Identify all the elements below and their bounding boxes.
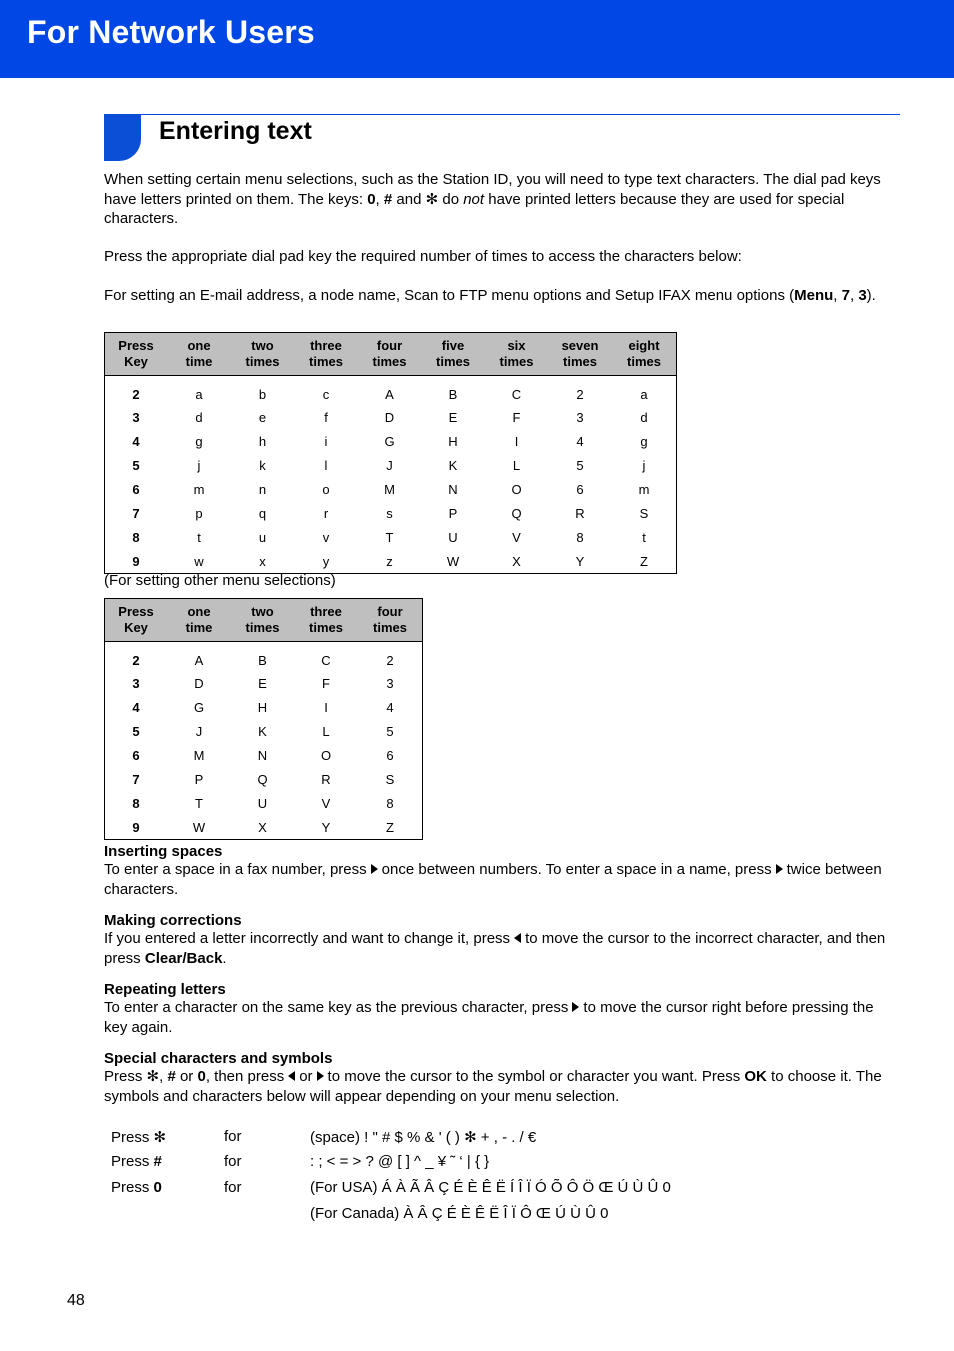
character-cell: L	[512, 457, 521, 473]
character-cell: Y	[575, 553, 585, 569]
character-cell: W	[446, 553, 460, 569]
table-row	[105, 429, 677, 453]
character-cell: q	[258, 505, 267, 521]
character-cell: Y	[321, 819, 331, 835]
key-cell: 3	[132, 675, 140, 691]
character-cell: x	[259, 553, 266, 569]
character-cell: Z	[640, 553, 648, 569]
character-cell: B	[258, 653, 267, 668]
character-cell: J	[386, 457, 393, 473]
character-cell: M	[384, 481, 395, 497]
character-cell: j	[197, 457, 201, 473]
character-cell: Q	[511, 505, 522, 521]
table-row	[105, 767, 423, 791]
character-cell: h	[258, 433, 267, 449]
key-cell: 8	[132, 529, 140, 545]
character-cell: A	[194, 653, 204, 668]
character-cell: S	[639, 505, 649, 521]
key-cell: 7	[132, 505, 140, 521]
column-header: three times	[294, 333, 358, 376]
table-row	[105, 453, 677, 477]
character-cell: 8	[576, 529, 584, 545]
character-cell: z	[386, 553, 393, 569]
character-cell: D	[194, 675, 204, 691]
character-cell: I	[514, 433, 519, 449]
character-cell: G	[384, 433, 395, 449]
column-header: seven times	[548, 333, 612, 376]
character-cell: P	[194, 771, 204, 787]
symbol-characters: (For Canada) À Â Ç É È Ê Ë Î Ï Ô Œ Ú Ù Û 0	[310, 1205, 609, 1222]
key-cell: 3	[132, 409, 140, 425]
character-cell: a	[195, 387, 203, 402]
table-row	[105, 695, 423, 719]
column-header: Press Key	[105, 333, 168, 376]
key-cell: 5	[132, 723, 140, 739]
character-cell: C	[511, 387, 522, 402]
character-cell: d	[640, 409, 648, 425]
character-cell: m	[193, 481, 205, 497]
character-cell: A	[385, 387, 394, 402]
character-cell: U	[257, 795, 268, 811]
page-number: 48	[67, 1292, 85, 1309]
section-title: Entering text	[159, 117, 312, 145]
making-corrections-heading: Making corrections	[104, 912, 242, 929]
menu-character-table	[104, 598, 423, 840]
table-row	[105, 405, 677, 429]
repeating-letters-text: To enter a character on the same key as the previous character, press to move the cursor right before pressing the key again.	[104, 999, 874, 1036]
character-cell: W	[192, 819, 206, 835]
right-arrow-icon	[317, 1071, 324, 1081]
star-key-icon: ✻	[425, 190, 439, 208]
key-cell: 2	[132, 653, 140, 668]
table-row	[105, 549, 677, 574]
character-cell: I	[324, 699, 328, 715]
character-cell: 4	[386, 699, 394, 715]
character-cell: N	[448, 481, 458, 497]
symbol-for-label: for	[224, 1153, 242, 1170]
character-cell: l	[324, 457, 328, 473]
column-header: one time	[167, 599, 231, 642]
key-cell: 4	[132, 433, 140, 449]
character-cell: S	[385, 771, 395, 787]
symbol-characters: (For USA) Á À Ã Â Ç É È Ê Ë Í Î Ï Ó Õ Ô Ö Œ Ú Ù Û 0	[310, 1179, 671, 1196]
character-cell: j	[642, 457, 646, 473]
character-cell: R	[321, 771, 331, 787]
column-header: one time	[167, 333, 231, 376]
character-cell: 3	[386, 675, 394, 691]
column-header: four times	[358, 599, 423, 642]
key-cell: 7	[132, 771, 140, 787]
character-cell: V	[512, 529, 521, 545]
right-arrow-icon	[776, 864, 783, 874]
character-cell: Z	[386, 819, 394, 835]
key-cell: 9	[132, 553, 140, 569]
key-cell: 5	[132, 457, 140, 473]
character-cell: 5	[576, 457, 584, 473]
character-cell: 3	[576, 409, 584, 425]
left-arrow-icon	[288, 1071, 295, 1081]
table-row	[105, 642, 423, 672]
character-cell: J	[195, 723, 203, 739]
character-cell: L	[322, 723, 330, 739]
character-cell: R	[575, 505, 585, 521]
key-cell: 8	[132, 795, 140, 811]
character-cell: n	[258, 481, 267, 497]
character-cell: k	[259, 457, 266, 473]
character-cell: C	[321, 653, 331, 668]
symbol-key-label: Press #	[111, 1153, 162, 1170]
character-cell: P	[448, 505, 458, 521]
table-row	[105, 501, 677, 525]
header-banner	[0, 0, 954, 78]
character-cell: E	[448, 409, 458, 425]
character-cell: B	[448, 387, 458, 402]
special-characters-heading: Special characters and symbols	[104, 1050, 333, 1067]
column-header: six times	[485, 333, 548, 376]
table-row	[105, 815, 423, 840]
key-cell: 4	[132, 699, 140, 715]
character-cell: M	[193, 747, 205, 763]
character-cell: 2	[386, 653, 394, 668]
symbol-characters: (space) ! " # $ % & ' ( ) ✻ + , - . / €	[310, 1129, 537, 1146]
column-header: Press Key	[105, 599, 168, 642]
symbol-key-label: Press 0	[111, 1179, 162, 1196]
table-row	[105, 743, 423, 767]
character-cell: i	[324, 433, 328, 449]
section-tab-marker	[104, 114, 141, 161]
table2-caption: (For setting other menu selections)	[104, 572, 336, 589]
column-header: four times	[358, 333, 421, 376]
table-row	[105, 791, 423, 815]
character-cell: H	[257, 699, 268, 715]
column-header: eight times	[612, 333, 677, 376]
character-cell: c	[322, 387, 330, 402]
character-cell: t	[197, 529, 201, 545]
character-cell: T	[195, 795, 203, 811]
table-row	[105, 525, 677, 549]
header-title: For Network Users	[27, 14, 315, 50]
character-cell: H	[448, 433, 458, 449]
character-cell: r	[323, 505, 329, 521]
character-cell: U	[448, 529, 458, 545]
character-cell: O	[320, 747, 332, 763]
key-cell: 9	[132, 819, 140, 835]
column-header: two times	[231, 333, 294, 376]
character-cell: p	[195, 505, 203, 521]
character-cell: O	[511, 481, 522, 497]
special-characters-text: Press ✻, # or 0, then press or to move the cursor to the symbol or character you want. Press OK to choose it. The symbols and characters below will appear depending on your menu selection.	[104, 1068, 882, 1105]
table-row	[105, 671, 423, 695]
character-cell: w	[194, 553, 204, 569]
character-cell: K	[258, 723, 267, 739]
character-cell: u	[258, 529, 267, 545]
inserting-spaces-text: To enter a space in a fax number, press once between numbers. To enter a space in a name, press twice between characters.	[104, 861, 882, 898]
right-arrow-icon	[371, 864, 378, 874]
character-cell: G	[193, 699, 205, 715]
key-cell: 6	[132, 747, 140, 763]
character-cell: t	[642, 529, 646, 545]
character-cell: d	[195, 409, 203, 425]
character-cell: X	[512, 553, 521, 569]
table-row	[105, 477, 677, 501]
making-corrections-text: If you entered a letter incorrectly and want to change it, press to move the cursor to the incorrect character, and then press Clear/Back.	[104, 930, 886, 967]
character-cell: 6	[576, 481, 584, 497]
email-character-table	[104, 332, 677, 574]
intro-paragraph-3: For setting an E-mail address, a node name, Scan to FTP menu options and Setup IFAX menu options (Menu, 7, 3).	[104, 287, 876, 304]
right-arrow-icon	[572, 1002, 579, 1012]
intro-paragraph-1: When setting certain menu selections, such as the Station ID, you will need to type text characters. The dial pad keys have letters printed on them. The keys: 0, # and ✻ do not have printed letters because they are used for special characters.	[104, 171, 881, 227]
key-cell: 6	[132, 481, 140, 497]
character-cell: a	[640, 387, 648, 402]
character-cell: g	[640, 433, 648, 449]
character-cell: 8	[386, 795, 394, 811]
character-cell: y	[322, 553, 330, 569]
symbol-key-label: Press ✻	[111, 1129, 167, 1146]
symbol-characters: : ; < = > ? @ [ ] ^ _ ¥ ˜ ‘ | { }	[310, 1153, 490, 1170]
character-cell: v	[322, 529, 330, 545]
character-cell: T	[385, 529, 394, 545]
character-cell: s	[386, 505, 393, 521]
character-cell: b	[258, 387, 267, 402]
column-header: five times	[421, 333, 485, 376]
inserting-spaces-heading: Inserting spaces	[104, 843, 223, 860]
character-cell: N	[257, 747, 268, 763]
character-cell: 4	[576, 433, 584, 449]
star-key-icon: ✻	[146, 1068, 160, 1085]
character-cell: o	[322, 481, 330, 497]
character-cell: 5	[386, 723, 394, 739]
character-cell: e	[258, 409, 267, 425]
character-cell: F	[322, 675, 330, 691]
column-header: two times	[231, 599, 294, 642]
character-cell: m	[638, 481, 650, 497]
table-row	[105, 719, 423, 743]
character-cell: D	[384, 409, 395, 425]
character-cell: X	[258, 819, 267, 835]
left-arrow-icon	[514, 933, 521, 943]
repeating-letters-heading: Repeating letters	[104, 981, 226, 998]
character-cell: g	[195, 433, 203, 449]
symbol-for-label: for	[224, 1179, 242, 1196]
character-cell: 2	[576, 387, 584, 402]
character-cell: E	[258, 675, 267, 691]
character-cell: K	[448, 457, 458, 473]
character-cell: F	[512, 409, 521, 425]
character-cell: f	[324, 409, 328, 425]
character-cell: Q	[257, 771, 268, 787]
table-row	[105, 376, 677, 406]
character-cell: 6	[386, 747, 394, 763]
column-header: three times	[294, 599, 358, 642]
character-cell: V	[321, 795, 331, 811]
section-rule	[104, 114, 900, 115]
symbol-for-label: for	[224, 1128, 242, 1145]
intro-paragraph-2: Press the appropriate dial pad key the required number of times to access the characters below:	[104, 248, 742, 265]
key-cell: 2	[132, 387, 140, 402]
